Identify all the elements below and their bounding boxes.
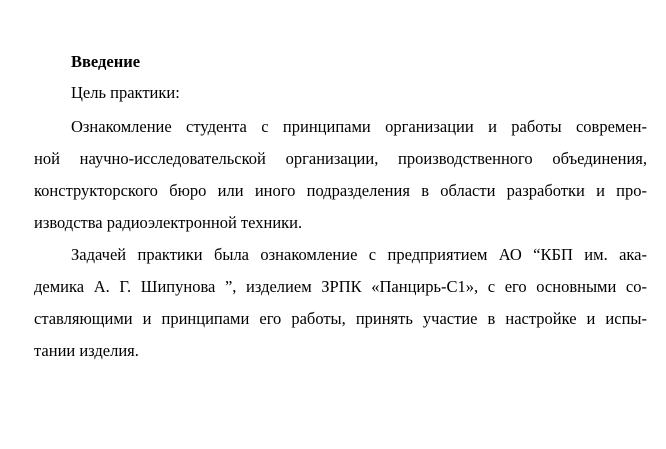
- paragraph2-line: ставляющими и принципами его работы, принять участие в настройке и испы-: [34, 309, 647, 328]
- paragraph2-line: Задачей практики была ознакомление с предприятием АО “КБП им. ака-: [71, 245, 647, 264]
- paragraph2-line: тании изделия.: [34, 341, 139, 360]
- section-heading: Введение: [71, 52, 141, 71]
- goal-label: Цель практики:: [71, 83, 180, 102]
- paragraph1-line: изводства радиоэлектронной техники.: [34, 213, 303, 232]
- paragraph1-line: ной научно-исследовательской организации, производственного объединения,: [34, 149, 647, 168]
- paragraph1-line: Ознакомление студента с принципами организации и работы современ-: [71, 117, 647, 136]
- paragraph2-line: демика А. Г. Шипунова ”, изделием ЗРПК «Панцирь-С1», с его основными со-: [34, 277, 647, 296]
- paragraph1-line: конструкторского бюро или иного подразделения в области разработки и про-: [34, 181, 647, 200]
